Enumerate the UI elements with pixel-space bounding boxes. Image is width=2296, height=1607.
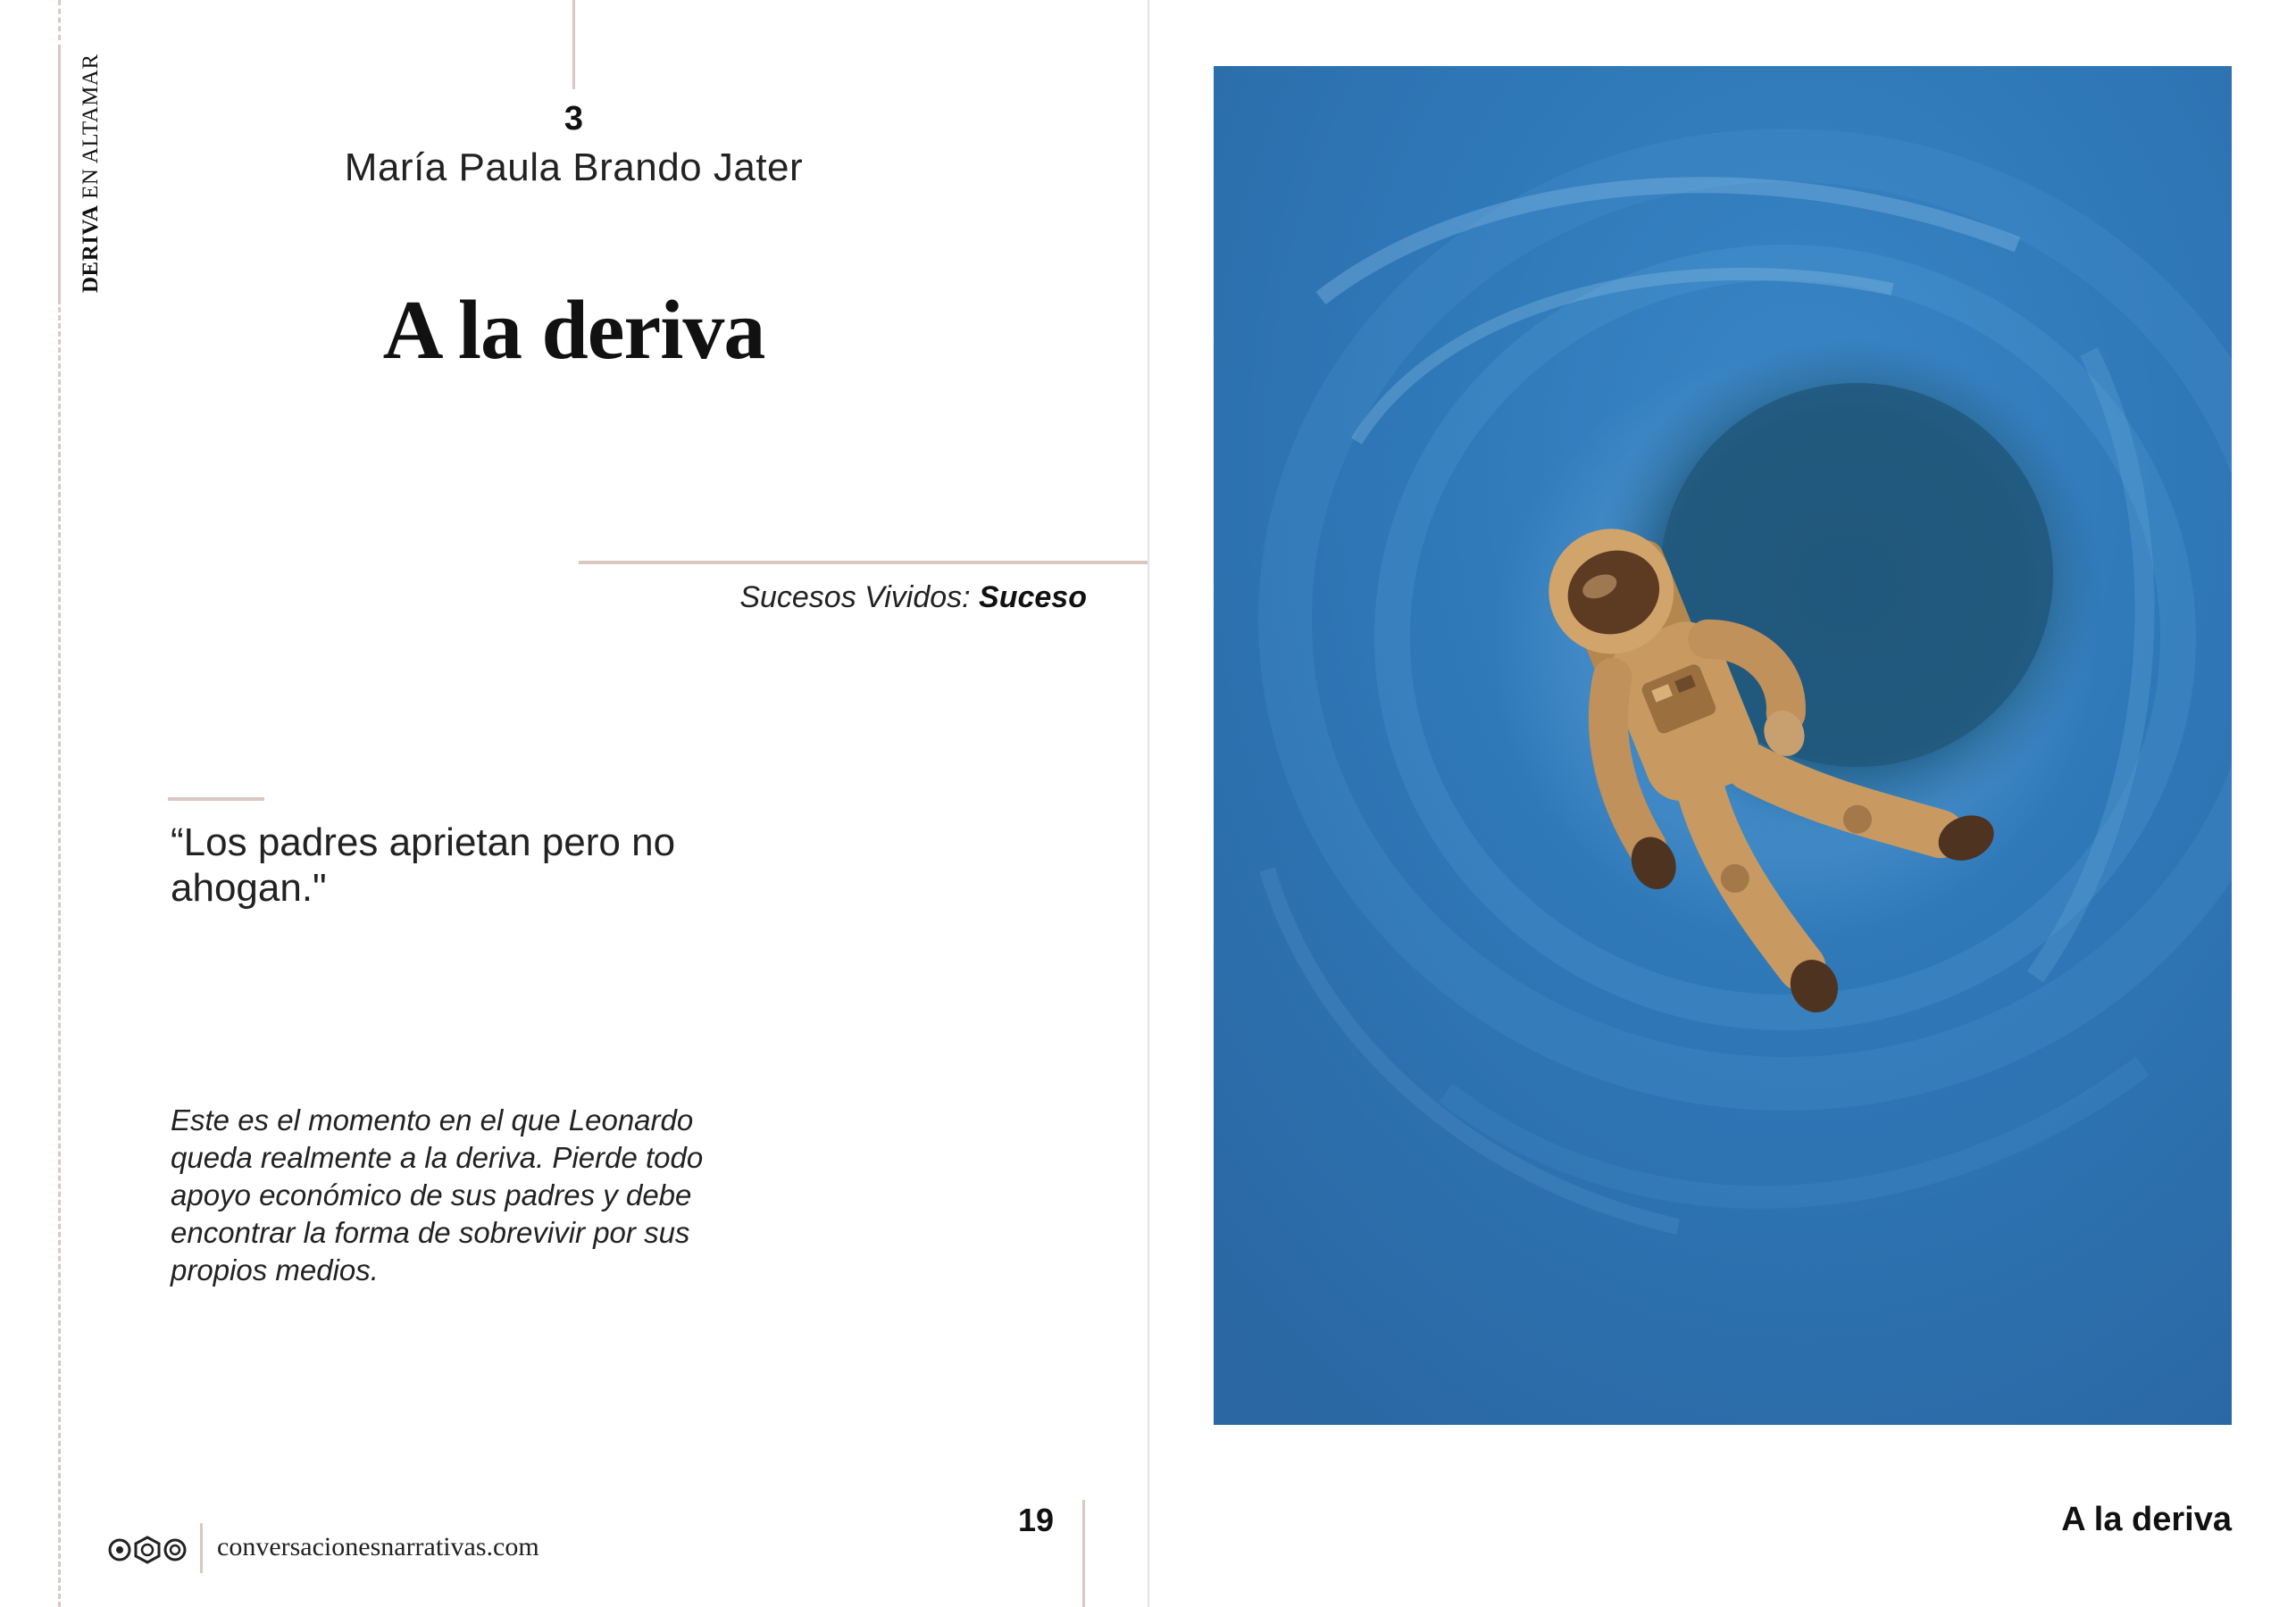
pull-quote: “Los padres aprietan pero no ahogan." [171, 820, 676, 910]
footer-separator [200, 1523, 203, 1573]
category-value: Suceso [979, 580, 1087, 614]
footer-website-link[interactable]: conversacionesnarrativas.com [217, 1532, 539, 1561]
top-vertical-rule [572, 0, 575, 89]
vertical-label-strong: DERIVA [79, 204, 103, 293]
quote-rule [168, 797, 264, 801]
category-label: Sucesos Vividos: [739, 580, 980, 614]
section-horizontal-rule [579, 561, 1148, 564]
spine-dashed-rule [58, 299, 61, 1607]
chapter-number: 3 [564, 100, 584, 137]
vertical-label-rest: EN ALTAMAR [79, 54, 103, 205]
astronaut-vortex-illustration [1214, 66, 2232, 1425]
right-page-title: A la deriva [2061, 1501, 2232, 1538]
spine-dotted-rule-top [58, 0, 61, 40]
description-paragraph: Este es el momento en el que Leonardo queda realmente a la deriva. Pierde todo apoyo económico de sus padres y debe encontrar la forma de sobrevivir por sus propios medios. [171, 1103, 704, 1286]
page-title: A la deriva [382, 284, 765, 377]
category-line [551, 580, 1087, 615]
page-number-rule [1082, 1500, 1085, 1607]
three-circles-logo-icon [107, 1534, 188, 1566]
page-number: 19 [1017, 1502, 1054, 1538]
author-name: María Paula Brando Jater [344, 146, 804, 189]
